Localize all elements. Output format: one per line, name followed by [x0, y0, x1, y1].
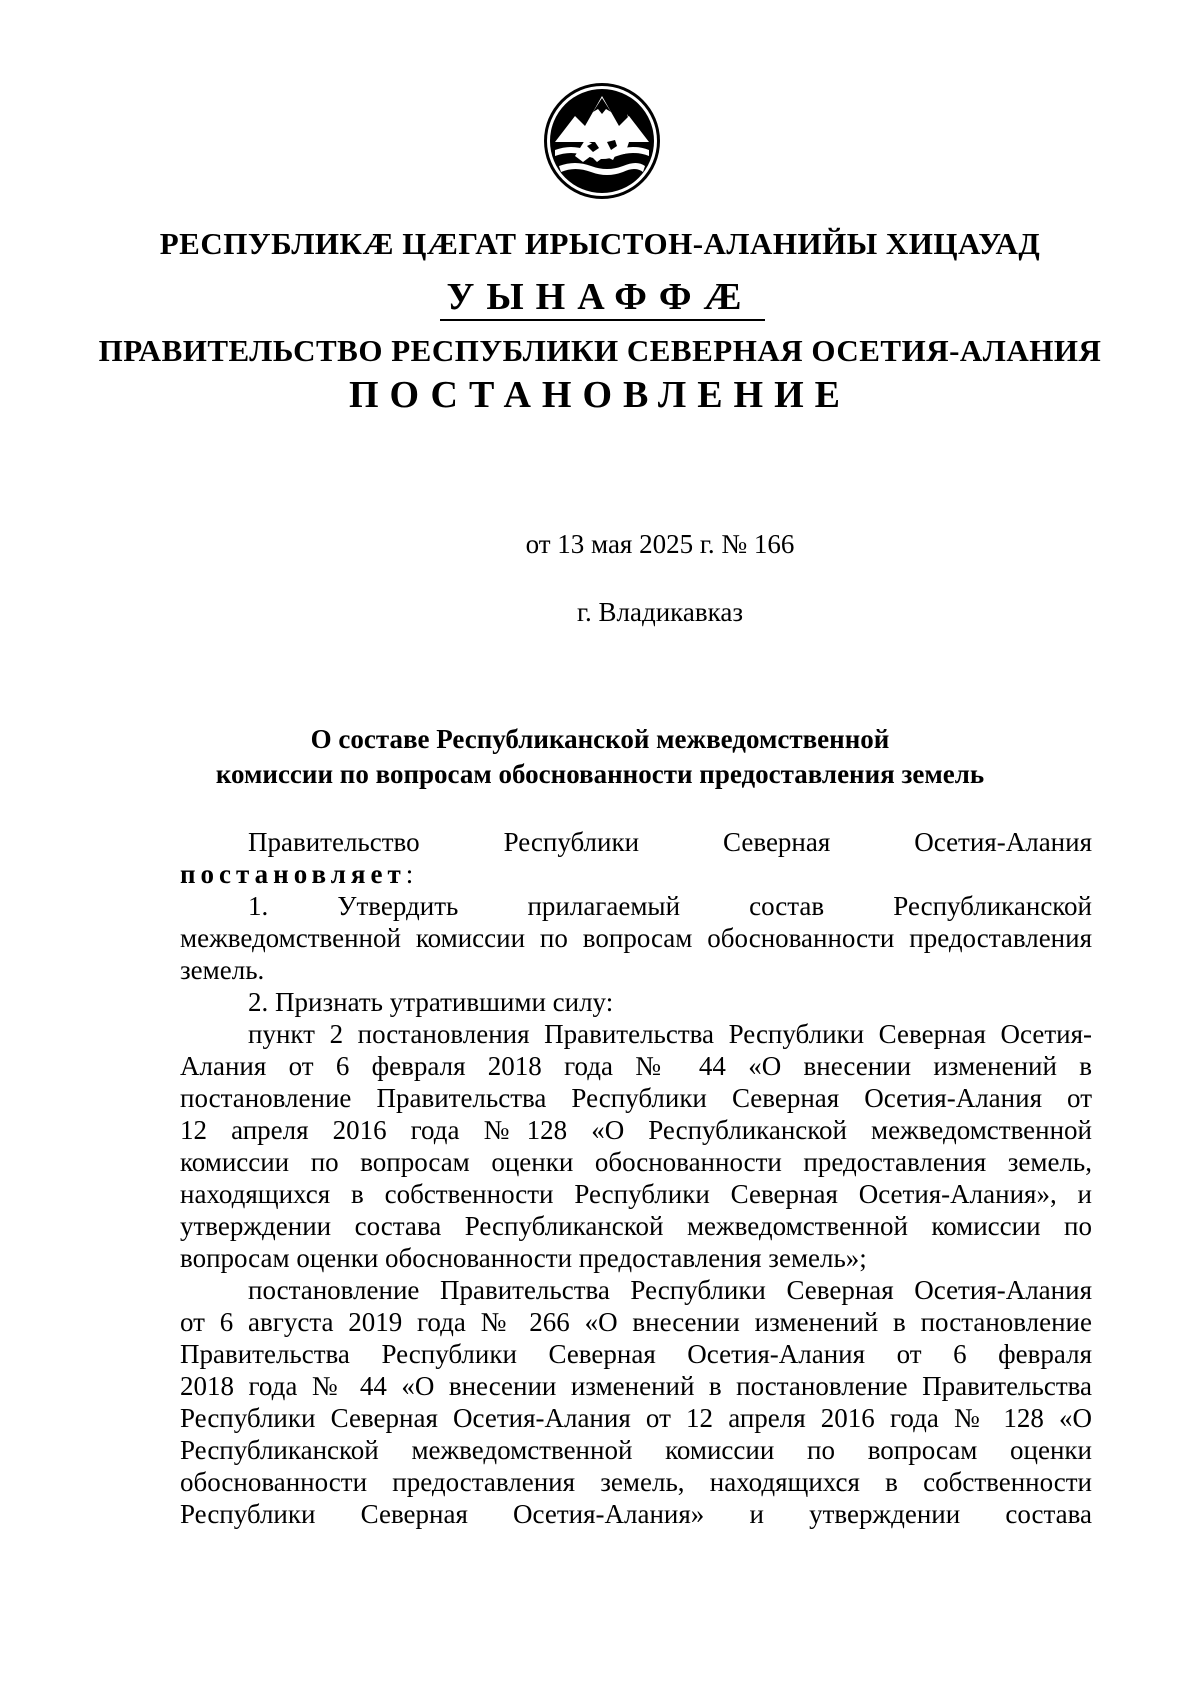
body-line: Алания от 6 февраля 2018 года № 44 «О внесении изменений в: [180, 1051, 1092, 1081]
body-line: Республики Северная Осетия-Алания от 12 апреля 2016 года № 128 «О: [180, 1403, 1092, 1433]
body-text: :: [405, 859, 414, 889]
body-line: 1. Утвердить прилагаемый состав Республиканской: [248, 891, 1092, 921]
resolves-word: постановляет: [180, 859, 406, 889]
document-title-line: О составе Республиканской межведомственной: [310, 724, 890, 754]
body-line: Республиканской межведомственной комиссии по вопросам оценки: [180, 1435, 1092, 1465]
body-line: от 6 августа 2019 года № 266 «О внесении изменений в постановление: [180, 1307, 1092, 1337]
body-line: [180, 858, 1092, 890]
coat-of-arms-emblem: [541, 80, 663, 202]
body-line: пункт 2 постановления Правительства Республики Северная Осетия-: [248, 1019, 1092, 1049]
body-line: обоснованности предоставления земель, находящихся в собственности: [180, 1467, 1092, 1497]
document-title-line: комиссии по вопросам обоснованности предоставления земель: [215, 759, 985, 789]
body-line: 2. Признать утратившими силу:: [248, 987, 614, 1017]
document-date-number: от 13 мая 2025 г. № 166: [525, 529, 795, 559]
body-line: комиссии по вопросам оценки обоснованности предоставления земель,: [180, 1147, 1092, 1177]
body-line: Республики Северная Осетия-Алания» и утверждении состава: [180, 1499, 1092, 1529]
body-line: утверждении состава Республиканской межведомственной комиссии по: [180, 1211, 1092, 1241]
ossetian-government-header: РЕСПУБЛИКÆ ЦÆГАТ ИРЫСТОН-АЛАНИЙЫ ХИЦАУАД: [159, 226, 1041, 261]
body-line: постановление Правительства Республики Северная Осетия-Алания от: [180, 1083, 1092, 1113]
body-line: постановление Правительства Республики Северная Осетия-Алания: [248, 1275, 1092, 1305]
body-line: земель.: [180, 955, 265, 985]
body-line: 2018 года № 44 «О внесении изменений в постановление Правительства: [180, 1371, 1092, 1401]
body-line: вопросам оценки обоснованности предоставления земель»;: [180, 1243, 867, 1273]
header-divider: [440, 319, 765, 321]
body-line: Правительства Республики Северная Осетия-Алания от 6 февраля: [180, 1339, 1092, 1369]
russian-government-header: ПРАВИТЕЛЬСТВО РЕСПУБЛИКИ СЕВЕРНАЯ ОСЕТИЯ-АЛАНИЯ: [98, 333, 1102, 368]
body-line: Правительство Республики Северная Осетия-Алания: [248, 827, 1092, 857]
russian-document-type: ПОСТАНОВЛЕНИЕ: [348, 374, 852, 416]
document-title: [0, 722, 1200, 792]
body-line: 12 апреля 2016 года №128 «О Республиканской межведомственной: [180, 1115, 1092, 1145]
document-city: г. Владикавказ: [577, 597, 743, 627]
ossetian-document-type: УЫНАФФÆ: [446, 276, 754, 318]
body-line: межведомственной комиссии по вопросам обоснованности предоставления: [180, 923, 1092, 953]
body-line: находящихся в собственности Республики Северная Осетия-Алания», и: [180, 1179, 1092, 1209]
